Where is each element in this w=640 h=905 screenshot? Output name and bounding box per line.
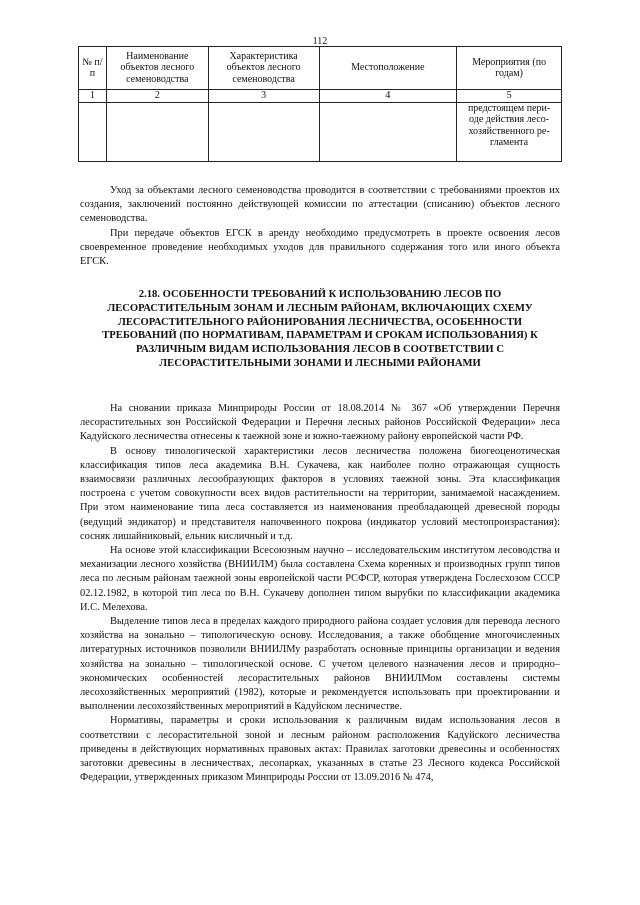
- text-block-top: [80, 184, 560, 269]
- paragraph: Выделение типов леса в пределах каждого природного района создает условия для перевода лесного хозяйства на зонально – типологическую основу. Исследования, а также обобщение многочисленных литературных источников позволили ВНИИЛМу разработать основные принципы организации и ведения хозяйства на зонально – типологической основе. С учетом целевого назначения лесов и природно–экономических особенностей лесорастительных районов ВНИИЛМом составлены системы лесохозяйственных мероприятий (1982), которые и рекомендуется использовать при проектировании и выполнении лесохозяйственных мероприятий в Кадуйском лесничестве.: [80, 616, 560, 713]
- paragraph: Уход за объектами лесного семеноводства проводится в соответствии с требованиями проектов их создания, заключений постоянно действующей комиссии по аттестации (списанию) объектов лесного семеноводства.: [80, 185, 560, 225]
- paragraph: Нормативы, параметры и сроки использования к различным видам использования лесов в соответствии с лесорастительной зоной и лесным районом расположения Кадуйского лесничества приведены в действующих нормативных правовых актах: Правилах заготовки древесины и особенностях заготовки древесины в лесничествах, лесопарках, указанных в статье 23 Лесного кодекса Российской Федерации, утвержденных приказом Минприроды России от 13.09.2016 № 474,: [80, 715, 560, 784]
- page-number: 112: [312, 36, 328, 47]
- col-header-object-name: Наименование объектов лесного семеноводства: [106, 47, 208, 90]
- cell-line: предстоящем пери-: [467, 102, 551, 114]
- col-number: 2: [106, 90, 208, 103]
- col-number: 3: [208, 90, 319, 103]
- paragraph: В основу типологической характеристики лесов лесничества положена биогеоценотическая классификация типов леса академика В.Н. Сукачева, как наиболее полно отражающая сущность взаимосвязи различных лесообразующих факторов в условиях таежной зоны. Эта классификация построена с учетом совокупности всех видов растительности на территории, занимаемой насаждением. При этом наименование типа леса составляется из наименования преобладающей древесной породы (ведущий эндикатор) и представителя напочвенного покрова (индикатор условий местопроизрастания): сосняк лишайниковый, ельник кисличный и т.д.: [80, 445, 560, 542]
- col-number: 5: [457, 90, 562, 103]
- table-row: [79, 102, 562, 161]
- section-heading: 2.18. ОСОБЕННОСТИ ТРЕБОВАНИЙ К ИСПОЛЬЗОВАНИЮ ЛЕСОВ ПО ЛЕСОРАСТИТЕЛЬНЫМ ЗОНАМ И ЛЕСНЫМ РАЙОНАМ, ВКЛЮЧАЮЩИХ СХЕМУ ЛЕСОРАСТИТЕЛЬНОГО РАЙОНИРОВАНИЯ ЛЕСНИЧЕСТВА, ОСОБЕННОСТИ ТРЕБОВАНИЙ (ПО НОРМАТИВАМ, ПАРАМЕТРАМ И СРОКАМ ИСПОЛЬЗОВАНИЯ) К РАЗЛИЧНЫМ ВИДАМ ИСПОЛЬЗОВАНИЯ ЛЕСОВ В СООТВЕТСТВИИ С ЛЕСОРАСТИТЕЛЬНЫМИ ЗОНАМИ И ЛЕСНЫМИ РАЙОНАМИ: [102, 289, 538, 369]
- col-header-measures: Мероприятия (по годам): [457, 47, 562, 90]
- table-cell: [319, 102, 457, 161]
- col-header-location: Местоположение: [319, 47, 457, 90]
- seed-objects-table: [78, 46, 562, 162]
- table-cell: [106, 102, 208, 161]
- col-number: 4: [319, 90, 457, 103]
- table-column-numbers-row: [79, 90, 562, 103]
- table-cell: [79, 102, 107, 161]
- cell-line: гламента: [490, 137, 529, 149]
- cell-line: хозяйственного ре-: [468, 125, 550, 137]
- table-cell: [208, 102, 319, 161]
- paragraph: При передаче объектов ЕГСК в аренду необходимо предусмотреть в проекте освоения лесов своевременное проведение необходимых уходов для правильного содержания того или иного объекта ЕГСК.: [80, 227, 560, 268]
- col-header-characteristic: Характеристика объектов лесного семеноводства: [208, 47, 319, 90]
- col-header-number: № п/п: [79, 47, 107, 90]
- cell-line: оде действия лесо-: [469, 114, 550, 126]
- table-header-row: [79, 47, 562, 90]
- text-block-main: [80, 402, 560, 785]
- table-cell-measures: [457, 102, 562, 161]
- paragraph: На основе этой классификации Всесоюзным научно – исследовательским институтом лесоводства и механизации лесного хозяйства (ВНИИЛМ) была составлена Схема коренных и производных групп типов леса по лесным районам таежной зоны европейской части РСФСР, которая утверждена Гослесхозом СССР 02.12.1982, в которой тип леса по В.Н. Сукачеву дополнен типом вырубки по классификации академика И.С. Мелехова.: [80, 545, 560, 613]
- paragraph: На сновании приказа Минприроды России от 18.08.2014 № 367 «Об утверждении Перечня лесорастительных зон Российской Федерации и Перечня лесных районов Российской Федерации» леса Кадуйского лесничества отнесены к таежной зоне и южно-таежному району европейской части РФ.: [80, 403, 560, 443]
- col-number: 1: [79, 90, 107, 103]
